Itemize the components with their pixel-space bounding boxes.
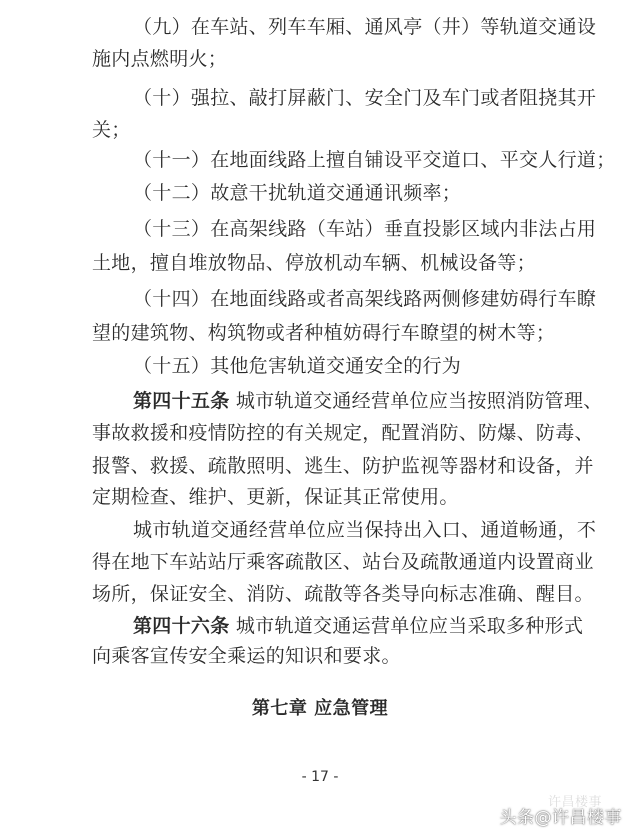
chapter-title: 第七章 应急管理 bbox=[251, 698, 389, 719]
paragraph-line: 报警、救援、疏散照明、逃生、防护监视等器材和设备，并 bbox=[92, 455, 594, 477]
paragraph-line: （十五）其他危害轨道交通安全的行为 bbox=[133, 355, 462, 377]
paragraph-line: 土地，擅自堆放物品、停放机动车辆、机械设备等； bbox=[92, 252, 536, 274]
paragraph-line: 得在地下车站站厅乘客疏散区、站台及疏散通道内设置商业 bbox=[92, 551, 594, 573]
paragraph-line: （九）在车站、列车车厢、通风亭（井）等轨道交通设 bbox=[133, 16, 597, 38]
article-45-label: 第四十五条 bbox=[133, 390, 230, 412]
paragraph-line: 城市轨道交通经营单位应当保持出入口、通道畅通，不 bbox=[133, 519, 597, 541]
article-46-label: 第四十六条 bbox=[133, 615, 230, 637]
paragraph-line: （十四）在地面线路或者高架线路两侧修建妨碍行车瞭 bbox=[133, 288, 597, 310]
watermark bbox=[499, 795, 623, 828]
page-number: - 17 - bbox=[301, 769, 339, 785]
watermark-faint-text: 许昌楼事 bbox=[547, 795, 602, 810]
article-45-first-line: 第四十五条 城市轨道交通经营单位应当按照消防管理、 bbox=[133, 390, 603, 412]
paragraph-line: 定期检查、维护、更新，保证其正常使用。 bbox=[92, 486, 459, 508]
paragraph-line: （十二）故意干扰轨道交通通讯频率； bbox=[133, 182, 462, 204]
paragraph-line: 场所，保证安全、消防、疏散等各类导向标志准确、醒目。 bbox=[92, 583, 594, 605]
paragraph-line: 施内点燃明火； bbox=[92, 48, 228, 70]
paragraph-line: 关； bbox=[92, 119, 131, 141]
article-46-first-line: 第四十六条 城市轨道交通运营单位应当采取多种形式 bbox=[133, 615, 584, 637]
watermark-text: 头条@许昌楼事 bbox=[499, 808, 622, 828]
paragraph-line: 望的建筑物、构筑物或者种植妨碍行车瞭望的树木等； bbox=[92, 322, 556, 344]
paragraph-line: （十三）在高架线路（车站）垂直投影区域内非法占用 bbox=[133, 218, 597, 240]
paragraph-line: 事故救援和疫情防控的有关规定，配置消防、防爆、防毒、 bbox=[92, 422, 594, 444]
paragraph-line: 向乘客宣传安全乘运的知识和要求。 bbox=[92, 645, 401, 667]
paragraph-line: （十一）在地面线路上擅自铺设平交道口、平交人行道； bbox=[133, 149, 616, 171]
paragraph-line: （十）强拉、敲打屏蔽门、安全门及车门或者阻挠其开 bbox=[133, 87, 597, 109]
